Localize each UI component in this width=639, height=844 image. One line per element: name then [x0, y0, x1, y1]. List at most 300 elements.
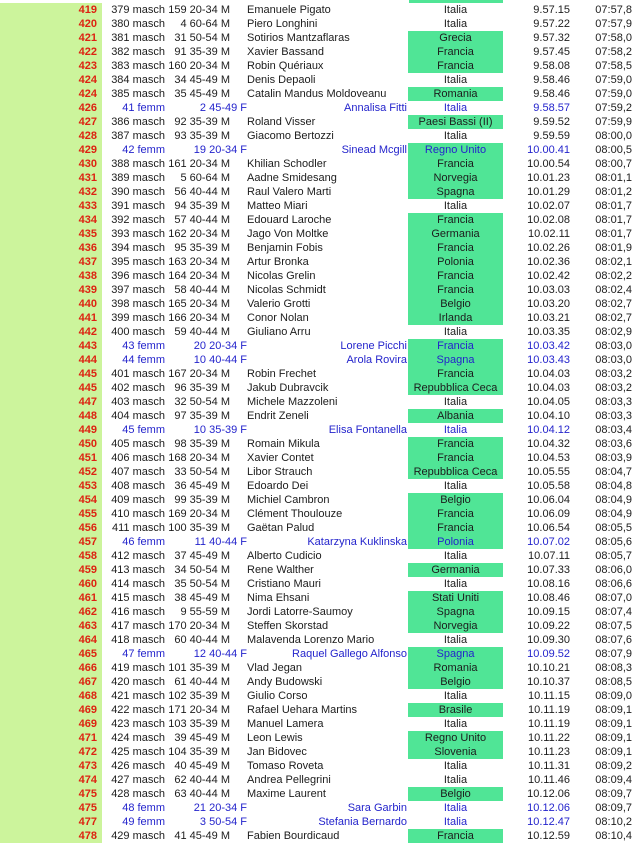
- result-row: [0, 507, 639, 521]
- finish-time-cell: 10.11.22: [527, 732, 570, 744]
- nationality-cell: Italia: [443, 396, 468, 408]
- category-rank-cell: 39 45-49 M: [174, 732, 230, 744]
- overall-position-cell: 420: [0, 17, 102, 31]
- result-row: [0, 563, 639, 577]
- result-row: [0, 311, 639, 325]
- pace-gap-cell: 08:03,9: [595, 452, 632, 464]
- gender-rank-cell: 396 masch: [111, 270, 165, 282]
- pace-gap-cell: 08:07,4: [595, 606, 632, 618]
- pace-gap-cell: 08:09,7: [595, 788, 632, 800]
- category-rank-cell: 166 20-34 M: [168, 312, 230, 324]
- runner-name: Romain Mikula: [247, 438, 320, 450]
- category-rank-cell: 3 50-54 F: [199, 816, 247, 828]
- pace-gap-cell: 08:03,3: [595, 410, 632, 422]
- result-row: [0, 759, 639, 773]
- overall-position-cell: 455: [0, 507, 102, 521]
- nationality-cell: Romania: [408, 87, 503, 101]
- finish-time-cell: 10.04.10: [527, 410, 570, 422]
- runner-name: Andy Budowski: [247, 676, 323, 688]
- overall-position-cell: 422: [0, 45, 102, 59]
- result-row: [0, 339, 639, 353]
- gender-rank-cell: 412 masch: [111, 550, 165, 562]
- result-row: [0, 577, 639, 591]
- nationality-cell: Italia: [443, 690, 468, 702]
- nationality-cell: Italia: [443, 634, 468, 646]
- result-row: [0, 269, 639, 283]
- result-row: [0, 731, 639, 745]
- finish-time-cell: 10.11.19: [527, 704, 570, 716]
- finish-time-cell: 10.03.43: [527, 354, 570, 366]
- runner-name: Benjamin Fobis: [247, 242, 323, 254]
- nationality-cell: Francia: [408, 45, 503, 59]
- finish-time-cell: 10.04.32: [527, 438, 570, 450]
- result-row: [0, 633, 639, 647]
- result-row: [0, 395, 639, 409]
- nationality-cell: Italia: [443, 774, 468, 786]
- nationality-cell: Francia: [408, 451, 503, 465]
- pace-gap-cell: 08:06,6: [595, 578, 632, 590]
- finish-time-cell: 10.07.02: [527, 536, 570, 548]
- result-row: [0, 3, 639, 17]
- pace-gap-cell: 08:01,9: [595, 242, 632, 254]
- category-rank-cell: 103 35-39 M: [168, 718, 230, 730]
- category-rank-cell: 92 35-39 M: [174, 116, 230, 128]
- nationality-cell: Grecia: [408, 31, 503, 45]
- result-row: [0, 787, 639, 801]
- nationality-cell: Italia: [443, 102, 468, 114]
- overall-position-cell: 471: [0, 731, 102, 745]
- overall-position-cell: 475: [0, 787, 102, 801]
- pace-gap-cell: 08:02,1: [595, 256, 632, 268]
- overall-position-cell: 462: [0, 605, 102, 619]
- category-rank-cell: 167 20-34 M: [168, 368, 230, 380]
- finish-time-cell: 10.00.54: [527, 158, 570, 170]
- finish-time-cell: 10.07.33: [527, 564, 570, 576]
- overall-position-cell: 428: [0, 129, 102, 143]
- gender-rank-cell: 408 masch: [111, 480, 165, 492]
- finish-time-cell: 10.03.35: [527, 326, 570, 338]
- nationality-cell: Francia: [408, 829, 503, 843]
- finish-time-cell: 10.09.30: [527, 634, 570, 646]
- nationality-cell: Albania: [408, 409, 503, 423]
- nationality-cell: Belgio: [408, 675, 503, 689]
- gender-rank-cell: 399 masch: [111, 312, 165, 324]
- gender-rank-cell: 427 masch: [111, 774, 165, 786]
- nationality-cell: Italia: [443, 578, 468, 590]
- finish-time-cell: 10.00.41: [527, 144, 570, 156]
- pace-gap-cell: 08:08,3: [595, 662, 632, 674]
- finish-time-cell: 10.02.26: [527, 242, 570, 254]
- gender-rank-cell: 400 masch: [111, 326, 165, 338]
- gender-rank-cell: 42 femm: [122, 144, 165, 156]
- pace-gap-cell: 08:09,1: [595, 732, 632, 744]
- overall-position-cell: 419: [0, 3, 102, 17]
- finish-time-cell: 10.04.03: [527, 368, 570, 380]
- finish-time-cell: 10.02.11: [527, 228, 570, 240]
- nationality-cell: Belgio: [408, 297, 503, 311]
- pace-gap-cell: 08:01,1: [595, 172, 632, 184]
- runner-name: Elisa Fontanella: [328, 424, 407, 436]
- runner-name: Fabien Bourdicaud: [247, 830, 340, 842]
- nationality-cell: Italia: [443, 718, 468, 730]
- nationality-cell: Italia: [443, 480, 468, 492]
- category-rank-cell: 161 20-34 M: [168, 158, 230, 170]
- overall-position-cell: 457: [0, 535, 102, 549]
- finish-time-cell: 10.11.19: [527, 718, 570, 730]
- nationality-cell: Francia: [408, 283, 503, 297]
- runner-name: Lorene Picchi: [340, 340, 407, 352]
- runner-name: Raul Valero Marti: [247, 186, 332, 198]
- overall-position-cell: 474: [0, 773, 102, 787]
- pace-gap-cell: 07:59,0: [595, 74, 632, 86]
- category-rank-cell: 160 20-34 M: [168, 60, 230, 72]
- finish-time-cell: 10.02.36: [527, 256, 570, 268]
- overall-position-cell: 424: [0, 87, 102, 101]
- pace-gap-cell: 07:57,8: [595, 4, 632, 16]
- overall-position-cell: 424: [0, 73, 102, 87]
- gender-rank-cell: 382 masch: [111, 46, 165, 58]
- nationality-cell: Italia: [443, 18, 468, 30]
- runner-name: Aadne Smidesang: [247, 172, 337, 184]
- nationality-cell: Francia: [408, 507, 503, 521]
- runner-name: Cristiano Mauri: [247, 578, 321, 590]
- nationality-cell: Francia: [408, 59, 503, 73]
- pace-gap-cell: 08:10,2: [595, 816, 632, 828]
- category-rank-cell: 38 45-49 M: [174, 592, 230, 604]
- pace-gap-cell: 08:02,4: [595, 284, 632, 296]
- result-row: [0, 129, 639, 143]
- gender-rank-cell: 44 femm: [122, 354, 165, 366]
- overall-position-cell: 431: [0, 171, 102, 185]
- gender-rank-cell: 384 masch: [111, 74, 165, 86]
- runner-name: Leon Lewis: [247, 732, 303, 744]
- category-rank-cell: 100 35-39 M: [168, 522, 230, 534]
- runner-name: Robin Quériaux: [247, 60, 324, 72]
- pace-gap-cell: 08:03,0: [595, 340, 632, 352]
- runner-name: Raquel Gallego Alfonso: [292, 648, 407, 660]
- finish-time-cell: 10.05.55: [527, 466, 570, 478]
- overall-position-cell: 429: [0, 143, 102, 157]
- nationality-cell: Spagna: [408, 353, 503, 367]
- category-rank-cell: 165 20-34 M: [168, 298, 230, 310]
- nationality-cell: Repubblica Ceca: [408, 465, 503, 479]
- gender-rank-cell: 404 masch: [111, 410, 165, 422]
- overall-position-cell: 433: [0, 199, 102, 213]
- nationality-cell: Italia: [443, 424, 468, 436]
- overall-position-cell: 459: [0, 563, 102, 577]
- nationality-cell: Spagna: [408, 647, 503, 661]
- result-row: [0, 199, 639, 213]
- gender-rank-cell: 379 masch: [111, 4, 165, 16]
- result-row: [0, 115, 639, 129]
- gender-rank-cell: 402 masch: [111, 382, 165, 394]
- result-row: [0, 297, 639, 311]
- result-row: [0, 619, 639, 633]
- finish-time-cell: 9.57.22: [533, 18, 570, 30]
- category-rank-cell: 12 40-44 F: [193, 648, 247, 660]
- runner-name: Endrit Zeneli: [247, 410, 309, 422]
- category-rank-cell: 33 50-54 M: [174, 466, 230, 478]
- gender-rank-cell: 421 masch: [111, 690, 165, 702]
- overall-position-cell: 460: [0, 577, 102, 591]
- pace-gap-cell: 08:09,4: [595, 774, 632, 786]
- nationality-cell: Francia: [408, 269, 503, 283]
- runner-name: Manuel Lamera: [247, 718, 324, 730]
- runner-name: Conor Nolan: [247, 312, 309, 324]
- runner-name: Xavier Contet: [247, 452, 314, 464]
- finish-time-cell: 10.04.12: [527, 424, 570, 436]
- gender-rank-cell: 389 masch: [111, 172, 165, 184]
- category-rank-cell: 98 35-39 M: [174, 438, 230, 450]
- pace-gap-cell: 08:01,2: [595, 186, 632, 198]
- category-rank-cell: 97 35-39 M: [174, 410, 230, 422]
- result-row: [0, 353, 639, 367]
- runner-name: Jakub Dubravcik: [247, 382, 329, 394]
- result-row: [0, 437, 639, 451]
- category-rank-cell: 35 45-49 M: [174, 88, 230, 100]
- overall-position-cell: 466: [0, 661, 102, 675]
- category-rank-cell: 56 40-44 M: [174, 186, 230, 198]
- finish-time-cell: 9.57.45: [533, 46, 570, 58]
- nationality-cell: Germania: [408, 563, 503, 577]
- finish-time-cell: 10.10.37: [527, 676, 570, 688]
- finish-time-cell: 10.04.53: [527, 452, 570, 464]
- runner-name: Clément Thoulouze: [247, 508, 343, 520]
- finish-time-cell: 10.06.04: [527, 494, 570, 506]
- gender-rank-cell: 398 masch: [111, 298, 165, 310]
- runner-name: Roland Visser: [247, 116, 316, 128]
- gender-rank-cell: 428 masch: [111, 788, 165, 800]
- overall-position-cell: 440: [0, 297, 102, 311]
- result-row: [0, 479, 639, 493]
- gender-rank-cell: 49 femm: [122, 816, 165, 828]
- overall-position-cell: 438: [0, 269, 102, 283]
- nationality-cell: Italia: [443, 74, 468, 86]
- category-rank-cell: 94 35-39 M: [174, 200, 230, 212]
- gender-rank-cell: 395 masch: [111, 256, 165, 268]
- result-row: [0, 143, 639, 157]
- result-row: [0, 815, 639, 829]
- category-rank-cell: 11 40-44 F: [194, 536, 247, 548]
- pace-gap-cell: 07:59,2: [595, 102, 632, 114]
- category-rank-cell: 162 20-34 M: [168, 228, 230, 240]
- overall-position-cell: 456: [0, 521, 102, 535]
- nationality-cell: Italia: [443, 802, 468, 814]
- overall-position-cell: 430: [0, 157, 102, 171]
- gender-rank-cell: 380 masch: [111, 18, 165, 30]
- finish-time-cell: 10.03.03: [527, 284, 570, 296]
- gender-rank-cell: 45 femm: [122, 424, 165, 436]
- result-row: [0, 185, 639, 199]
- pace-gap-cell: 08:07,5: [595, 620, 632, 632]
- runner-name: Jago Von Moltke: [247, 228, 329, 240]
- pace-gap-cell: 08:05,6: [595, 536, 632, 548]
- result-row: [0, 689, 639, 703]
- result-row: [0, 171, 639, 185]
- pace-gap-cell: 08:05,5: [595, 522, 632, 534]
- finish-time-cell: 10.08.16: [527, 578, 570, 590]
- category-rank-cell: 164 20-34 M: [168, 270, 230, 282]
- nationality-cell: Romania: [408, 661, 503, 675]
- category-rank-cell: 41 45-49 M: [174, 830, 230, 842]
- finish-time-cell: 10.12.59: [527, 830, 570, 842]
- runner-name: Rene Walther: [247, 564, 314, 576]
- nationality-cell: Francia: [408, 339, 503, 353]
- runner-name: Khilian Schodler: [247, 158, 327, 170]
- runner-name: Matteo Miari: [247, 200, 308, 212]
- finish-time-cell: 10.01.29: [527, 186, 570, 198]
- runner-name: Jan Bidovec: [247, 746, 307, 758]
- runner-name: Maxime Laurent: [247, 788, 326, 800]
- pace-gap-cell: 07:58,5: [595, 60, 632, 72]
- category-rank-cell: 62 40-44 M: [174, 774, 230, 786]
- nationality-cell: Brasile: [408, 703, 503, 717]
- nationality-cell: Italia: [443, 816, 468, 828]
- gender-rank-cell: 381 masch: [111, 32, 165, 44]
- runner-name: Giacomo Bertozzi: [247, 130, 334, 142]
- gender-rank-cell: 47 femm: [122, 648, 165, 660]
- gender-rank-cell: 423 masch: [111, 718, 165, 730]
- finish-time-cell: 9.58.46: [533, 74, 570, 86]
- gender-rank-cell: 407 masch: [111, 466, 165, 478]
- category-rank-cell: 95 35-39 M: [174, 242, 230, 254]
- finish-time-cell: 10.03.21: [527, 312, 570, 324]
- overall-position-cell: 441: [0, 311, 102, 325]
- runner-name: Annalisa Fitti: [344, 102, 407, 114]
- category-rank-cell: 34 45-49 M: [174, 74, 230, 86]
- runner-name: Malavenda Lorenzo Mario: [247, 634, 375, 646]
- category-rank-cell: 99 35-39 M: [174, 494, 230, 506]
- finish-time-cell: 10.11.15: [527, 690, 570, 702]
- nationality-cell: Italia: [443, 550, 468, 562]
- pace-gap-cell: 08:03,2: [595, 368, 632, 380]
- category-rank-cell: 61 40-44 M: [174, 676, 230, 688]
- nationality-cell: Italia: [443, 326, 468, 338]
- overall-position-cell: 452: [0, 465, 102, 479]
- runner-name: Edouard Laroche: [247, 214, 332, 226]
- result-row: [0, 45, 639, 59]
- overall-position-cell: 436: [0, 241, 102, 255]
- category-rank-cell: 91 35-39 M: [174, 46, 230, 58]
- result-row: [0, 549, 639, 563]
- overall-position-cell: 445: [0, 381, 102, 395]
- overall-position-cell: 473: [0, 759, 102, 773]
- nationality-cell: Slovenia: [408, 745, 503, 759]
- pace-gap-cell: 08:07,9: [595, 648, 632, 660]
- finish-time-cell: 10.11.46: [527, 774, 570, 786]
- overall-position-cell: 437: [0, 255, 102, 269]
- finish-time-cell: 10.05.58: [527, 480, 570, 492]
- runner-name: Gaëtan Palud: [247, 522, 315, 534]
- overall-position-cell: 465: [0, 647, 102, 661]
- category-rank-cell: 20 20-34 F: [193, 340, 247, 352]
- overall-position-cell: 464: [0, 633, 102, 647]
- pace-gap-cell: 08:10,4: [595, 830, 632, 842]
- nationality-cell: Regno Unito: [408, 143, 503, 157]
- gender-rank-cell: 426 masch: [111, 760, 165, 772]
- pace-gap-cell: 08:09,2: [595, 760, 632, 772]
- gender-rank-cell: 411 masch: [112, 522, 165, 534]
- runner-name: Piero Longhini: [247, 18, 318, 30]
- gender-rank-cell: 388 masch: [111, 158, 165, 170]
- runner-name: Sotirios Mantzaflaras: [247, 32, 350, 44]
- overall-position-cell: 439: [0, 283, 102, 297]
- nationality-cell: Francia: [408, 241, 503, 255]
- nationality-cell: Belgio: [408, 493, 503, 507]
- nationality-cell: Germania: [408, 227, 503, 241]
- runner-name: Giuliano Arru: [247, 326, 311, 338]
- pace-gap-cell: 08:07,0: [595, 592, 632, 604]
- pace-gap-cell: 08:04,7: [595, 466, 632, 478]
- result-row: [0, 451, 639, 465]
- runner-name: Katarzyna Kuklinska: [307, 536, 407, 548]
- result-row: [0, 101, 639, 115]
- runner-name: Arola Rovira: [346, 354, 407, 366]
- runner-name: Steffen Skorstad: [247, 620, 329, 632]
- gender-rank-cell: 393 masch: [111, 228, 165, 240]
- gender-rank-cell: 409 masch: [111, 494, 165, 506]
- pace-gap-cell: 07:58,0: [595, 32, 632, 44]
- result-row: [0, 367, 639, 381]
- result-row: [0, 773, 639, 787]
- result-row: [0, 661, 639, 675]
- pace-gap-cell: 08:04,9: [595, 494, 632, 506]
- finish-time-cell: 10.02.08: [527, 214, 570, 226]
- gender-rank-cell: 425 masch: [111, 746, 165, 758]
- runner-name: Nicolas Schmidt: [247, 284, 326, 296]
- gender-rank-cell: 385 masch: [111, 88, 165, 100]
- results-rows: [0, 3, 639, 843]
- overall-position-cell: 472: [0, 745, 102, 759]
- result-row: [0, 493, 639, 507]
- gender-rank-cell: 405 masch: [111, 438, 165, 450]
- pace-gap-cell: 07:59,9: [595, 116, 632, 128]
- runner-name: Sara Garbin: [347, 802, 407, 814]
- pace-gap-cell: 08:01,7: [595, 228, 632, 240]
- finish-time-cell: 9.58.57: [533, 102, 570, 114]
- overall-position-cell: 434: [0, 213, 102, 227]
- pace-gap-cell: 08:07,6: [595, 634, 632, 646]
- pace-gap-cell: 08:03,4: [595, 424, 632, 436]
- finish-time-cell: 9.57.32: [533, 32, 570, 44]
- category-rank-cell: 9 55-59 M: [180, 606, 230, 618]
- overall-position-cell: 453: [0, 479, 102, 493]
- category-rank-cell: 31 50-54 M: [174, 32, 230, 44]
- nationality-cell: Irlanda: [408, 311, 503, 325]
- runner-name: Michiel Cambron: [247, 494, 330, 506]
- finish-time-cell: 10.06.09: [527, 508, 570, 520]
- nationality-cell: Italia: [443, 200, 468, 212]
- finish-time-cell: 10.04.03: [527, 382, 570, 394]
- result-row: [0, 17, 639, 31]
- runner-name: Robin Frechet: [247, 368, 317, 380]
- overall-position-cell: 461: [0, 591, 102, 605]
- category-rank-cell: 104 35-39 M: [168, 746, 230, 758]
- pace-gap-cell: 08:08,5: [595, 676, 632, 688]
- gender-rank-cell: 46 femm: [122, 536, 165, 548]
- pace-gap-cell: 08:01,7: [595, 214, 632, 226]
- nationality-cell: Italia: [443, 4, 468, 16]
- result-row: [0, 801, 639, 815]
- pace-gap-cell: 08:00,7: [595, 158, 632, 170]
- category-rank-cell: 37 45-49 M: [174, 550, 230, 562]
- pace-gap-cell: 08:09,1: [595, 746, 632, 758]
- category-rank-cell: 34 50-54 M: [174, 564, 230, 576]
- gender-rank-cell: 406 masch: [111, 452, 165, 464]
- finish-time-cell: 10.02.07: [527, 200, 570, 212]
- overall-position-cell: 451: [0, 451, 102, 465]
- runner-name: Valerio Grotti: [247, 298, 311, 310]
